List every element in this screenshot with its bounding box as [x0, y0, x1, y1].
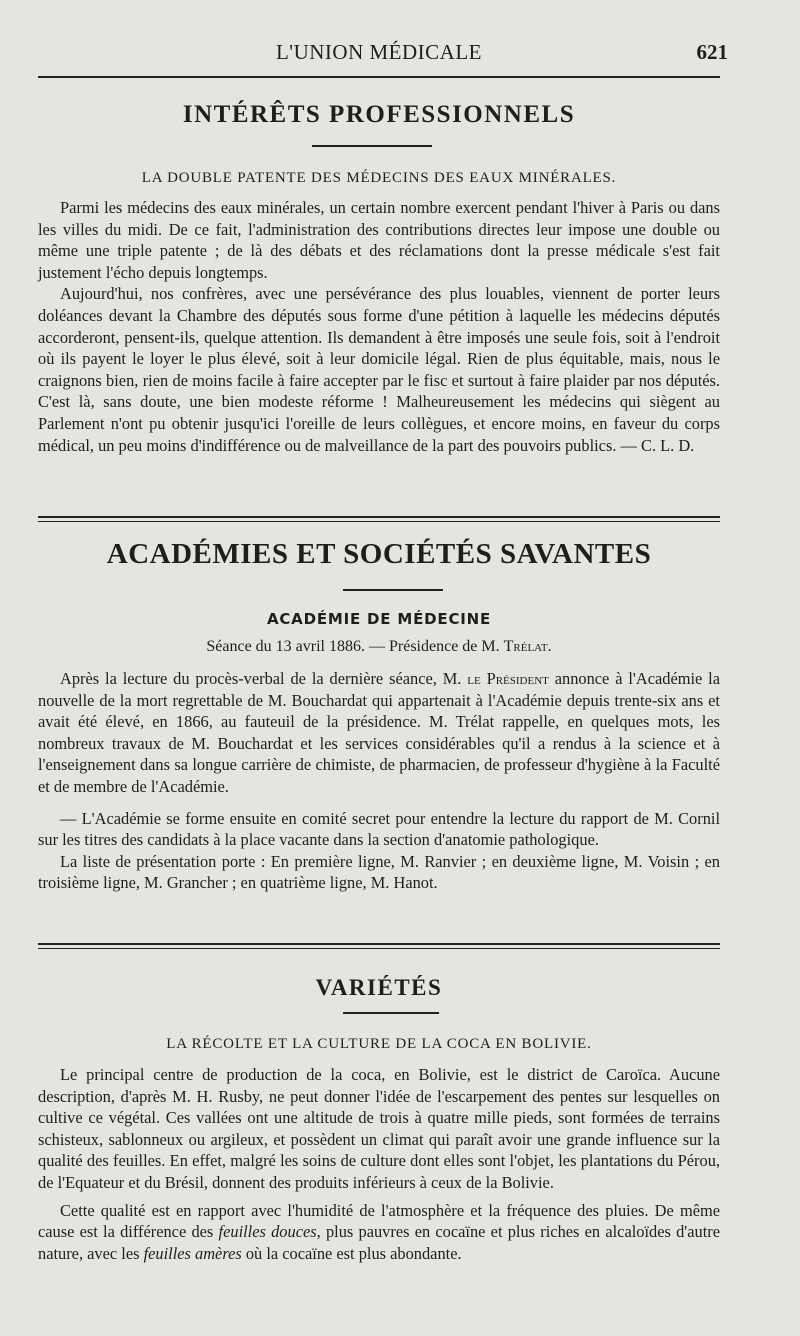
section-divider [38, 943, 720, 949]
article-body-coca [38, 1064, 720, 1264]
text-run: annonce à l'Académie la nouvelle de la mort regrettable de M. Bouchardat qui appartenait à l'Académie depuis trente-six ans et avait été élevé, en 1866, au fauteuil de la présidence. M. Trélat rappelle, en quelques mots, les nombreux travaux de M. Bouchardat et les services considérables qu'il a rendus à la science et à l'enseignement dans sa longue carrière de chimiste, de pharmacien, de professeur d'hygiène à la Faculté et de membre de l'Académie. [38, 669, 720, 796]
session-president: Trélat. [503, 638, 552, 655]
paragraph: — L'Académie se forme ensuite en comité secret pour entendre la lecture du rapport de M. Cornil sur les titres des candidats à la place vacante dans la section d'anatomie pathologique. [38, 808, 720, 850]
title-underline [343, 1012, 439, 1014]
italic-run: feuilles douces [218, 1222, 317, 1242]
session-date: Séance du 13 avril 1886. — Présidence de M. [206, 638, 504, 655]
section-title-interets: INTÉRÊTS PROFESSIONNELS [182, 101, 576, 128]
paragraph: Parmi les médecins des eaux minérales, un certain nombre exercent pendant l'hiver à Paris ou dans les villes du midi. De ce fait, l'administration des contributions directes leur impose une double ou même une triple patente ; de là des débats et des réclamations dont la presse médicale s'est fait justement l'écho depuis longtemps. [38, 198, 720, 282]
section-divider [38, 516, 720, 522]
article-subtitle-patente: LA DOUBLE PATENTE DES MÉDECINS DES EAUX MINÉRALES. [141, 170, 617, 186]
title-underline [343, 589, 443, 591]
paragraph [38, 1200, 720, 1265]
paragraph: Aujourd'hui, nos confrères, avec une persévérance des plus louables, viennent de porter leurs doléances devant la Chambre des députés sous forme d'une pétition à laquelle les médecins députés accorderont, pensent-ils, quelque attention. Ils demandent à être imposés une seule fois, soit à l'endroit où ils payent le loyer le plus élevé, soit à leur domicile légal. Rien de plus équitable, mais, nous le craignons bien, rien de moins facile à faire accepter par le fisc et surtout à faire plaider par nos députés. C'est là, sans doute, une bien modeste réforme ! Malheureusement les médecins qui siègent au Parlement n'ont pu obtenir jusqu'ici l'oreille de leurs collègues, et encore moins, en faveur du corps médical, un peu moins d'indifférence ou de malveillance de la part des pouvoirs publics. — C. L. D. [38, 284, 720, 455]
title-underline [312, 145, 432, 147]
academy-subtitle: ACADÉMIE DE MÉDECINE [266, 610, 492, 628]
text-run: où la cocaïne est plus abondante. [241, 1243, 462, 1263]
section-title-academies: ACADÉMIES ET SOCIÉTÉS SAVANTES [106, 538, 652, 570]
text-run: Après la lecture du procès-verbal de la dernière séance, M. [60, 669, 468, 688]
article-subtitle-coca: LA RÉCOLTE ET LA CULTURE DE LA COCA EN BOLIVIE. [166, 1036, 592, 1052]
header-rule [38, 76, 720, 78]
article-body-patente [38, 197, 720, 456]
section-title-varietes: VARIÉTÉS [315, 975, 443, 1000]
running-head [38, 40, 728, 70]
italic-run: feuilles amères [143, 1243, 242, 1263]
page-number: 621 [696, 40, 728, 64]
paragraph: Le principal centre de production de la coca, en Bolivie, est le district de Caroïca. Aucune description, d'après M. H. Rusby, ne peut donner l'idée de l'escarpement des pentes sur lesquelles on cultive ce végétal. Ces vallées ont une altitude de trois à quatre mille pieds, sont formées de terrains schisteux, sablonneux ou argileux, et possèdent un climat qui paraît avoir une grande influence sur la qualité des feuilles. En effet, malgré les soins de culture dont elles sont l'objet, les plantations du Pérou, de l'Equateur et du Brésil, donnent des produits inférieurs à ceux de la Bolivie. [38, 1065, 720, 1192]
small-caps-run: le Président [467, 669, 549, 688]
paragraph [38, 668, 720, 798]
academy-report [38, 668, 720, 894]
text-run: , plus pauvres en cocaïne et plus riches en alcaloïdes d'autre nature, avec les [38, 1222, 720, 1263]
session-line [38, 638, 720, 656]
running-title: L'UNION MÉDICALE [275, 40, 482, 64]
paragraph: La liste de présentation porte : En première ligne, M. Ranvier ; en deuxième ligne, M. Voisin ; en troisième ligne, M. Grancher ; en quatrième ligne, M. Hanot. [38, 851, 720, 893]
text-run: Cette qualité est en rapport avec l'humidité de l'atmosphère et la fréquence des pluies. De même cause est la différence des [38, 1200, 720, 1242]
